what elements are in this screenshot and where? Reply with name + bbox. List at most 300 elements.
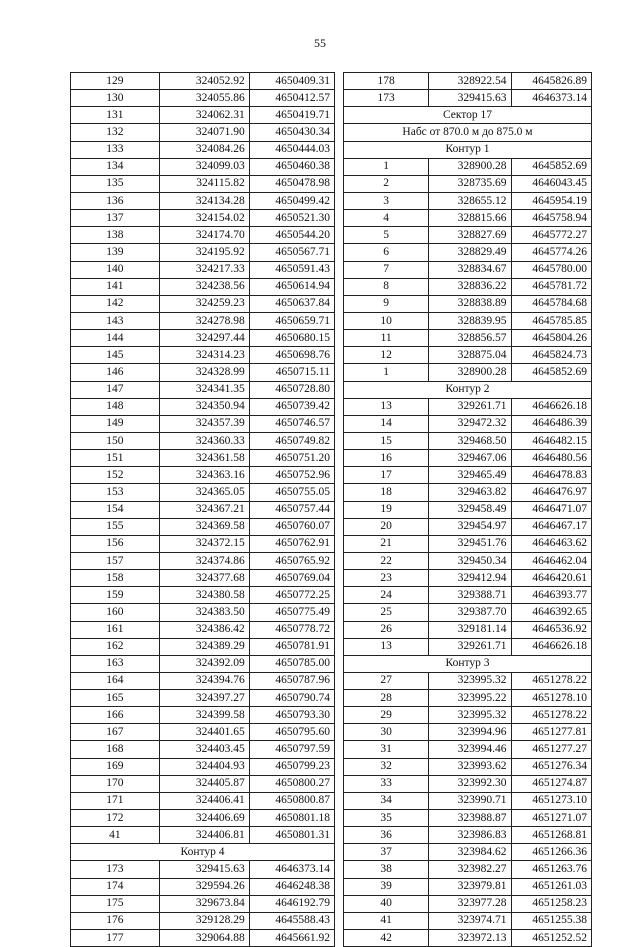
y-coordinate-cell: 4651263.76 bbox=[511, 861, 591, 878]
table-row bbox=[71, 90, 335, 107]
x-coordinate-cell: 324062.31 bbox=[159, 107, 249, 124]
x-coordinate-cell: 324383.50 bbox=[159, 604, 249, 621]
x-coordinate-cell: 324374.86 bbox=[159, 552, 249, 569]
y-coordinate-cell: 4651255.38 bbox=[511, 912, 591, 929]
y-coordinate-cell: 4650739.42 bbox=[249, 398, 334, 415]
point-number-cell: 173 bbox=[344, 90, 429, 107]
x-coordinate-cell: 328900.28 bbox=[429, 158, 511, 175]
table-row bbox=[71, 261, 335, 278]
table-row bbox=[344, 878, 592, 895]
x-coordinate-cell: 324174.70 bbox=[159, 227, 249, 244]
table-row bbox=[71, 792, 335, 809]
point-number-cell: 27 bbox=[344, 672, 429, 689]
table-row bbox=[71, 707, 335, 724]
table-row bbox=[344, 621, 592, 638]
contour-header-row bbox=[344, 381, 592, 398]
table-row bbox=[71, 775, 335, 792]
point-number-cell: 28 bbox=[344, 690, 429, 707]
coordinates-table-right bbox=[343, 72, 592, 947]
point-number-cell: 138 bbox=[71, 227, 160, 244]
y-coordinate-cell: 4651271.07 bbox=[511, 810, 591, 827]
y-coordinate-cell: 4645824.73 bbox=[511, 347, 591, 364]
x-coordinate-cell: 329181.14 bbox=[429, 621, 511, 638]
y-coordinate-cell: 4651266.36 bbox=[511, 844, 591, 861]
y-coordinate-cell: 4646192.79 bbox=[249, 895, 334, 912]
x-coordinate-cell: 324195.92 bbox=[159, 244, 249, 261]
point-number-cell: 3 bbox=[344, 192, 429, 209]
y-coordinate-cell: 4646467.17 bbox=[511, 518, 591, 535]
x-coordinate-cell: 324314.23 bbox=[159, 347, 249, 364]
table-row bbox=[344, 244, 592, 261]
table-row bbox=[344, 912, 592, 929]
table-row bbox=[344, 90, 592, 107]
coordinates-table-left bbox=[70, 72, 335, 947]
table-row bbox=[344, 861, 592, 878]
y-coordinate-cell: 4651252.52 bbox=[511, 930, 591, 947]
x-coordinate-cell: 328900.28 bbox=[429, 364, 511, 381]
point-number-cell: 157 bbox=[71, 552, 160, 569]
point-number-cell: 1 bbox=[344, 364, 429, 381]
point-number-cell: 33 bbox=[344, 775, 429, 792]
y-coordinate-cell: 4650772.25 bbox=[249, 587, 334, 604]
table-row bbox=[344, 758, 592, 775]
table-row bbox=[344, 432, 592, 449]
point-number-cell: 17 bbox=[344, 467, 429, 484]
point-number-cell: 160 bbox=[71, 604, 160, 621]
x-coordinate-cell: 329261.71 bbox=[429, 398, 511, 415]
table-row bbox=[71, 295, 335, 312]
table-row bbox=[71, 244, 335, 261]
x-coordinate-cell: 328655.12 bbox=[429, 192, 511, 209]
point-number-cell: 174 bbox=[71, 878, 160, 895]
x-coordinate-cell: 329412.94 bbox=[429, 570, 511, 587]
y-coordinate-cell: 4650444.03 bbox=[249, 141, 334, 158]
point-number-cell: 6 bbox=[344, 244, 429, 261]
table-row bbox=[344, 347, 592, 364]
point-number-cell: 135 bbox=[71, 175, 160, 192]
table-row bbox=[344, 690, 592, 707]
point-number-cell: 10 bbox=[344, 312, 429, 329]
x-coordinate-cell: 329465.49 bbox=[429, 467, 511, 484]
x-coordinate-cell: 328838.89 bbox=[429, 295, 511, 312]
y-coordinate-cell: 4646486.39 bbox=[511, 415, 591, 432]
x-coordinate-cell: 323988.87 bbox=[429, 810, 511, 827]
x-coordinate-cell: 329463.82 bbox=[429, 484, 511, 501]
point-number-cell: 34 bbox=[344, 792, 429, 809]
point-number-cell: 2 bbox=[344, 175, 429, 192]
y-coordinate-cell: 4651273.10 bbox=[511, 792, 591, 809]
table-row bbox=[344, 467, 592, 484]
point-number-cell: 134 bbox=[71, 158, 160, 175]
table-row bbox=[344, 895, 592, 912]
y-coordinate-cell: 4650521.30 bbox=[249, 210, 334, 227]
y-coordinate-cell: 4650430.34 bbox=[249, 124, 334, 141]
x-coordinate-cell: 324055.86 bbox=[159, 90, 249, 107]
table-row bbox=[71, 347, 335, 364]
x-coordinate-cell: 324328.99 bbox=[159, 364, 249, 381]
table-row bbox=[344, 312, 592, 329]
y-coordinate-cell: 4650765.92 bbox=[249, 552, 334, 569]
point-number-cell: 147 bbox=[71, 381, 160, 398]
y-coordinate-cell: 4650419.71 bbox=[249, 107, 334, 124]
x-coordinate-cell: 329388.71 bbox=[429, 587, 511, 604]
y-coordinate-cell: 4650797.59 bbox=[249, 741, 334, 758]
y-coordinate-cell: 4646536.92 bbox=[511, 621, 591, 638]
point-number-cell: 29 bbox=[344, 707, 429, 724]
x-coordinate-cell: 328834.67 bbox=[429, 261, 511, 278]
y-coordinate-cell: 4650412.57 bbox=[249, 90, 334, 107]
contour-header-row bbox=[71, 844, 335, 861]
x-coordinate-cell: 323979.81 bbox=[429, 878, 511, 895]
x-coordinate-cell: 323995.32 bbox=[429, 672, 511, 689]
point-number-cell: 143 bbox=[71, 312, 160, 329]
x-coordinate-cell: 324350.94 bbox=[159, 398, 249, 415]
point-number-cell: 41 bbox=[344, 912, 429, 929]
table-row bbox=[71, 587, 335, 604]
y-coordinate-cell: 4651277.27 bbox=[511, 741, 591, 758]
y-coordinate-cell: 4650698.76 bbox=[249, 347, 334, 364]
table-row bbox=[71, 398, 335, 415]
point-number-cell: 24 bbox=[344, 587, 429, 604]
y-coordinate-cell: 4645758.94 bbox=[511, 210, 591, 227]
x-coordinate-cell: 324115.82 bbox=[159, 175, 249, 192]
table-row bbox=[344, 844, 592, 861]
table-row bbox=[344, 930, 592, 947]
table-row bbox=[71, 450, 335, 467]
x-coordinate-cell: 324389.29 bbox=[159, 638, 249, 655]
x-coordinate-cell: 329468.50 bbox=[429, 432, 511, 449]
y-coordinate-cell: 4651278.22 bbox=[511, 672, 591, 689]
y-coordinate-cell: 4646420.61 bbox=[511, 570, 591, 587]
y-coordinate-cell: 4645772.27 bbox=[511, 227, 591, 244]
y-coordinate-cell: 4651261.03 bbox=[511, 878, 591, 895]
x-coordinate-cell: 329064.88 bbox=[159, 930, 249, 947]
y-coordinate-cell: 4645588.43 bbox=[249, 912, 334, 929]
point-number-cell: 21 bbox=[344, 535, 429, 552]
x-coordinate-cell: 324367.21 bbox=[159, 501, 249, 518]
point-number-cell: 168 bbox=[71, 741, 160, 758]
contour-header-row bbox=[344, 107, 592, 124]
x-coordinate-cell: 324341.35 bbox=[159, 381, 249, 398]
y-coordinate-cell: 4650715.11 bbox=[249, 364, 334, 381]
y-coordinate-cell: 4645785.85 bbox=[511, 312, 591, 329]
contour-header-row bbox=[344, 141, 592, 158]
table-row bbox=[71, 758, 335, 775]
y-coordinate-cell: 4645784.68 bbox=[511, 295, 591, 312]
table-row bbox=[344, 210, 592, 227]
contour-header-row bbox=[344, 655, 592, 672]
y-coordinate-cell: 4650787.96 bbox=[249, 672, 334, 689]
y-coordinate-cell: 4646626.18 bbox=[511, 398, 591, 415]
x-coordinate-cell: 323974.71 bbox=[429, 912, 511, 929]
x-coordinate-cell: 324369.58 bbox=[159, 518, 249, 535]
point-number-cell: 158 bbox=[71, 570, 160, 587]
x-coordinate-cell: 329261.71 bbox=[429, 638, 511, 655]
x-coordinate-cell: 324405.87 bbox=[159, 775, 249, 792]
table-row bbox=[344, 330, 592, 347]
x-coordinate-cell: 323982.27 bbox=[429, 861, 511, 878]
table-row bbox=[71, 415, 335, 432]
point-number-cell: 13 bbox=[344, 638, 429, 655]
page-number: 55 bbox=[314, 36, 326, 50]
x-coordinate-cell: 324377.68 bbox=[159, 570, 249, 587]
table-row bbox=[344, 484, 592, 501]
point-number-cell: 170 bbox=[71, 775, 160, 792]
y-coordinate-cell: 4650790.74 bbox=[249, 690, 334, 707]
x-coordinate-cell: 323977.28 bbox=[429, 895, 511, 912]
x-coordinate-cell: 329415.63 bbox=[159, 861, 249, 878]
y-coordinate-cell: 4650762.91 bbox=[249, 535, 334, 552]
point-number-cell: 38 bbox=[344, 861, 429, 878]
table-row bbox=[71, 124, 335, 141]
table-row bbox=[344, 227, 592, 244]
contour-header: Сектор 17 bbox=[344, 107, 592, 124]
x-coordinate-cell: 323984.62 bbox=[429, 844, 511, 861]
x-coordinate-cell: 324404.93 bbox=[159, 758, 249, 775]
point-number-cell: 41 bbox=[71, 827, 160, 844]
y-coordinate-cell: 4646462.04 bbox=[511, 552, 591, 569]
point-number-cell: 14 bbox=[344, 415, 429, 432]
y-coordinate-cell: 4650751.20 bbox=[249, 450, 334, 467]
point-number-cell: 35 bbox=[344, 810, 429, 827]
y-coordinate-cell: 4650728.80 bbox=[249, 381, 334, 398]
y-coordinate-cell: 4646392.65 bbox=[511, 604, 591, 621]
x-coordinate-cell: 324380.58 bbox=[159, 587, 249, 604]
table-row bbox=[71, 227, 335, 244]
point-number-cell: 171 bbox=[71, 792, 160, 809]
point-number-cell: 11 bbox=[344, 330, 429, 347]
table-row bbox=[71, 724, 335, 741]
x-coordinate-cell: 329673.84 bbox=[159, 895, 249, 912]
x-coordinate-cell: 329458.49 bbox=[429, 501, 511, 518]
y-coordinate-cell: 4651278.10 bbox=[511, 690, 591, 707]
y-coordinate-cell: 4646626.18 bbox=[511, 638, 591, 655]
table-row bbox=[71, 638, 335, 655]
x-coordinate-cell: 324357.39 bbox=[159, 415, 249, 432]
x-coordinate-cell: 329467.06 bbox=[429, 450, 511, 467]
x-coordinate-cell: 324297.44 bbox=[159, 330, 249, 347]
y-coordinate-cell: 4651276.34 bbox=[511, 758, 591, 775]
table-row bbox=[344, 192, 592, 209]
point-number-cell: 40 bbox=[344, 895, 429, 912]
y-coordinate-cell: 4645780.00 bbox=[511, 261, 591, 278]
table-row bbox=[71, 312, 335, 329]
table-row bbox=[71, 895, 335, 912]
y-coordinate-cell: 4650801.18 bbox=[249, 810, 334, 827]
table-row bbox=[71, 73, 335, 90]
point-number-cell: 131 bbox=[71, 107, 160, 124]
point-number-cell: 130 bbox=[71, 90, 160, 107]
point-number-cell: 37 bbox=[344, 844, 429, 861]
point-number-cell: 161 bbox=[71, 621, 160, 638]
y-coordinate-cell: 4650478.98 bbox=[249, 175, 334, 192]
table-row bbox=[344, 450, 592, 467]
y-coordinate-cell: 4646476.97 bbox=[511, 484, 591, 501]
y-coordinate-cell: 4650800.87 bbox=[249, 792, 334, 809]
point-number-cell: 164 bbox=[71, 672, 160, 689]
point-number-cell: 5 bbox=[344, 227, 429, 244]
x-coordinate-cell: 324365.05 bbox=[159, 484, 249, 501]
table-row bbox=[344, 810, 592, 827]
point-number-cell: 159 bbox=[71, 587, 160, 604]
point-number-cell: 22 bbox=[344, 552, 429, 569]
y-coordinate-cell: 4646471.07 bbox=[511, 501, 591, 518]
y-coordinate-cell: 4650752.96 bbox=[249, 467, 334, 484]
x-coordinate-cell: 328839.95 bbox=[429, 312, 511, 329]
y-coordinate-cell: 4651268.81 bbox=[511, 827, 591, 844]
x-coordinate-cell: 324217.33 bbox=[159, 261, 249, 278]
table-row bbox=[71, 861, 335, 878]
y-coordinate-cell: 4650755.05 bbox=[249, 484, 334, 501]
x-coordinate-cell: 324084.26 bbox=[159, 141, 249, 158]
point-number-cell: 8 bbox=[344, 278, 429, 295]
point-number-cell: 19 bbox=[344, 501, 429, 518]
table-row bbox=[71, 912, 335, 929]
point-number-cell: 173 bbox=[71, 861, 160, 878]
y-coordinate-cell: 4650499.42 bbox=[249, 192, 334, 209]
y-coordinate-cell: 4651274.87 bbox=[511, 775, 591, 792]
point-number-cell: 15 bbox=[344, 432, 429, 449]
table-row bbox=[71, 621, 335, 638]
point-number-cell: 140 bbox=[71, 261, 160, 278]
y-coordinate-cell: 4650409.31 bbox=[249, 73, 334, 90]
table-row bbox=[344, 672, 592, 689]
point-number-cell: 142 bbox=[71, 295, 160, 312]
y-coordinate-cell: 4650769.04 bbox=[249, 570, 334, 587]
table-row bbox=[71, 141, 335, 158]
y-coordinate-cell: 4650746.57 bbox=[249, 415, 334, 432]
x-coordinate-cell: 328875.04 bbox=[429, 347, 511, 364]
x-coordinate-cell: 328856.57 bbox=[429, 330, 511, 347]
point-number-cell: 166 bbox=[71, 707, 160, 724]
contour-header: Набс от 870.0 м до 875.0 м bbox=[344, 124, 592, 141]
point-number-cell: 150 bbox=[71, 432, 160, 449]
table-row bbox=[344, 604, 592, 621]
point-number-cell: 148 bbox=[71, 398, 160, 415]
x-coordinate-cell: 329451.76 bbox=[429, 535, 511, 552]
y-coordinate-cell: 4645781.72 bbox=[511, 278, 591, 295]
x-coordinate-cell: 324052.92 bbox=[159, 73, 249, 90]
table-row bbox=[71, 810, 335, 827]
y-coordinate-cell: 4650659.71 bbox=[249, 312, 334, 329]
y-coordinate-cell: 4650799.23 bbox=[249, 758, 334, 775]
table-row bbox=[71, 501, 335, 518]
y-coordinate-cell: 4650778.72 bbox=[249, 621, 334, 638]
y-coordinate-cell: 4646373.14 bbox=[511, 90, 591, 107]
x-coordinate-cell: 323994.46 bbox=[429, 741, 511, 758]
point-number-cell: 145 bbox=[71, 347, 160, 364]
table-row bbox=[71, 570, 335, 587]
x-coordinate-cell: 329415.63 bbox=[429, 90, 511, 107]
point-number-cell: 169 bbox=[71, 758, 160, 775]
point-number-cell: 39 bbox=[344, 878, 429, 895]
table-row bbox=[71, 192, 335, 209]
table-row bbox=[71, 381, 335, 398]
table-row bbox=[71, 210, 335, 227]
x-coordinate-cell: 324099.03 bbox=[159, 158, 249, 175]
table-row bbox=[344, 278, 592, 295]
x-coordinate-cell: 323994.96 bbox=[429, 724, 511, 741]
y-coordinate-cell: 4650785.00 bbox=[249, 655, 334, 672]
point-number-cell: 172 bbox=[71, 810, 160, 827]
x-coordinate-cell: 324363.16 bbox=[159, 467, 249, 484]
y-coordinate-cell: 4650680.15 bbox=[249, 330, 334, 347]
y-coordinate-cell: 4645774.26 bbox=[511, 244, 591, 261]
point-number-cell: 162 bbox=[71, 638, 160, 655]
point-number-cell: 4 bbox=[344, 210, 429, 227]
x-coordinate-cell: 324360.33 bbox=[159, 432, 249, 449]
table-row bbox=[344, 707, 592, 724]
point-number-cell: 144 bbox=[71, 330, 160, 347]
point-number-cell: 132 bbox=[71, 124, 160, 141]
y-coordinate-cell: 4646478.83 bbox=[511, 467, 591, 484]
table-row bbox=[344, 518, 592, 535]
y-coordinate-cell: 4650749.82 bbox=[249, 432, 334, 449]
x-coordinate-cell: 323995.22 bbox=[429, 690, 511, 707]
point-number-cell: 136 bbox=[71, 192, 160, 209]
y-coordinate-cell: 4650591.43 bbox=[249, 261, 334, 278]
point-number-cell: 149 bbox=[71, 415, 160, 432]
y-coordinate-cell: 4650460.38 bbox=[249, 158, 334, 175]
point-number-cell: 139 bbox=[71, 244, 160, 261]
table-row bbox=[71, 364, 335, 381]
table-row bbox=[71, 878, 335, 895]
table-row bbox=[71, 175, 335, 192]
table-row bbox=[71, 484, 335, 501]
x-coordinate-cell: 328735.69 bbox=[429, 175, 511, 192]
point-number-cell: 31 bbox=[344, 741, 429, 758]
point-number-cell: 141 bbox=[71, 278, 160, 295]
x-coordinate-cell: 328827.69 bbox=[429, 227, 511, 244]
contour-header: Контур 1 bbox=[344, 141, 592, 158]
table-row bbox=[344, 73, 592, 90]
table-row bbox=[344, 775, 592, 792]
point-number-cell: 152 bbox=[71, 467, 160, 484]
table-row bbox=[344, 175, 592, 192]
y-coordinate-cell: 4646393.77 bbox=[511, 587, 591, 604]
x-coordinate-cell: 324154.02 bbox=[159, 210, 249, 227]
point-number-cell: 133 bbox=[71, 141, 160, 158]
y-coordinate-cell: 4645954.19 bbox=[511, 192, 591, 209]
table-row bbox=[71, 278, 335, 295]
x-coordinate-cell: 324238.56 bbox=[159, 278, 249, 295]
y-coordinate-cell: 4650795.60 bbox=[249, 724, 334, 741]
y-coordinate-cell: 4646248.38 bbox=[249, 878, 334, 895]
contour-header: Контур 4 bbox=[71, 844, 335, 861]
table-row bbox=[71, 930, 335, 947]
x-coordinate-cell: 324259.23 bbox=[159, 295, 249, 312]
x-coordinate-cell: 324406.81 bbox=[159, 827, 249, 844]
y-coordinate-cell: 4651258.23 bbox=[511, 895, 591, 912]
y-coordinate-cell: 4646480.56 bbox=[511, 450, 591, 467]
x-coordinate-cell: 324399.58 bbox=[159, 707, 249, 724]
point-number-cell: 7 bbox=[344, 261, 429, 278]
y-coordinate-cell: 4646463.62 bbox=[511, 535, 591, 552]
table-row bbox=[71, 330, 335, 347]
table-row bbox=[344, 638, 592, 655]
table-row bbox=[344, 570, 592, 587]
table-row bbox=[344, 535, 592, 552]
contour-header-row bbox=[344, 124, 592, 141]
y-coordinate-cell: 4651278.22 bbox=[511, 707, 591, 724]
table-row bbox=[344, 587, 592, 604]
point-number-cell: 175 bbox=[71, 895, 160, 912]
x-coordinate-cell: 329128.29 bbox=[159, 912, 249, 929]
x-coordinate-cell: 329594.26 bbox=[159, 878, 249, 895]
contour-header: Контур 3 bbox=[344, 655, 592, 672]
point-number-cell: 155 bbox=[71, 518, 160, 535]
table-row bbox=[71, 432, 335, 449]
